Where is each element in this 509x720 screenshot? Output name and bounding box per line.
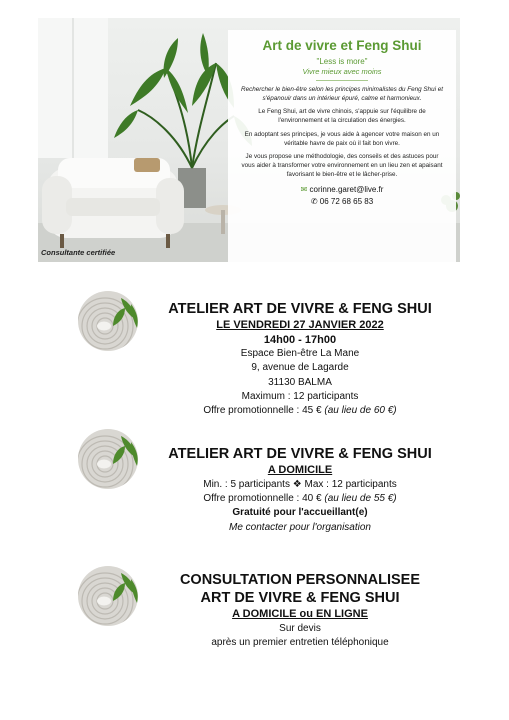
offer-note: (au lieu de 55 €) xyxy=(324,493,397,505)
envelope-icon: ✉ xyxy=(300,185,308,195)
workshop-city: 31130 BALMA xyxy=(268,376,332,388)
participants-max: Max : 12 participants xyxy=(304,479,397,490)
divider xyxy=(316,80,368,81)
consultation-quote: Sur devis xyxy=(279,623,321,634)
email-address[interactable]: corinne.garet@live.fr xyxy=(309,185,384,195)
intro-paragraph-4: Je vous propose une méthodologie, des conseils et des astuces pour vous aider à transformer votre environnement en un lieu zen et apaisant favorisant le bien-être et le lâcher-prise. xyxy=(241,153,443,178)
home-workshop-location: A DOMICILE xyxy=(267,464,333,476)
banner-subtitle: Vivre mieux avec moins xyxy=(302,67,382,76)
organisation-contact: Me contacter pour l'organisation xyxy=(229,521,371,533)
workshop-offer xyxy=(150,404,450,418)
offer-note: (au lieu de 60 €) xyxy=(324,405,397,417)
offer-price: Offre promotionnelle : 45 € xyxy=(203,405,322,417)
workshop-title: ATELIER ART DE VIVRE & FENG SHUI xyxy=(168,301,432,317)
zen-garden-icon xyxy=(77,290,139,352)
consultation-note: après un premier entretien téléphonique xyxy=(211,637,389,649)
free-host-note: Gratuité pour l'accueillant(e) xyxy=(232,507,368,519)
diamond-separator: ❖ xyxy=(292,479,302,490)
workshop-capacity: Maximum : 12 participants xyxy=(241,390,359,402)
participants-min: Min. : 5 participants xyxy=(203,479,290,490)
workshop-section xyxy=(150,300,450,418)
banner-title: Art de vivre et Feng Shui xyxy=(262,38,422,53)
intro-paragraph-1: Rechercher le bien-être selon les principes minimalistes du Feng Shui et s'épanouir dans un intérieur épuré, calme et harmonieux. xyxy=(241,86,443,102)
consultation-section xyxy=(150,571,450,650)
home-workshop-title: ATELIER ART DE VIVRE & FENG SHUI xyxy=(168,446,432,462)
header-banner xyxy=(38,18,460,262)
home-workshop-offer xyxy=(150,492,450,506)
consultation-title-line1: CONSULTATION PERSONNALISEE xyxy=(179,572,421,588)
home-workshop-section xyxy=(150,445,450,535)
certified-label: Consultante certifiée xyxy=(41,248,116,257)
workshop-street: 9, avenue de Lagarde xyxy=(251,362,349,374)
workshop-date: LE VENDREDI 27 JANVIER 2022 xyxy=(216,319,384,331)
workshop-venue: Espace Bien-être La Mane xyxy=(240,348,360,360)
consultation-location: A DOMICILE ou EN LIGNE xyxy=(232,608,368,620)
home-workshop-participants xyxy=(150,478,450,492)
phone-contact[interactable] xyxy=(228,196,456,208)
intro-paragraph-3: En adoptant ses principes, je vous aide à agencer votre maison en un véritable havre de paix où il fait bon vivre. xyxy=(244,130,440,147)
phone-number[interactable]: 06 72 68 65 83 xyxy=(319,197,374,207)
offer-price: Offre promotionnelle : 40 € xyxy=(203,493,322,505)
banner-motto: "Less is more" xyxy=(316,57,368,66)
intro-card xyxy=(228,30,456,262)
workshop-time: 14h00 - 17h00 xyxy=(263,334,337,346)
consultation-title-line2: ART DE VIVRE & FENG SHUI xyxy=(200,590,400,606)
zen-garden-icon xyxy=(77,428,139,490)
email-contact[interactable] xyxy=(228,184,456,196)
intro-paragraph-2: Le Feng Shui, art de vivre chinois, s'appuie sur l'équilibre de l'environnement et la circulation des énergies. xyxy=(258,108,426,125)
zen-garden-icon xyxy=(77,565,139,627)
phone-icon: ✆ xyxy=(310,197,318,207)
